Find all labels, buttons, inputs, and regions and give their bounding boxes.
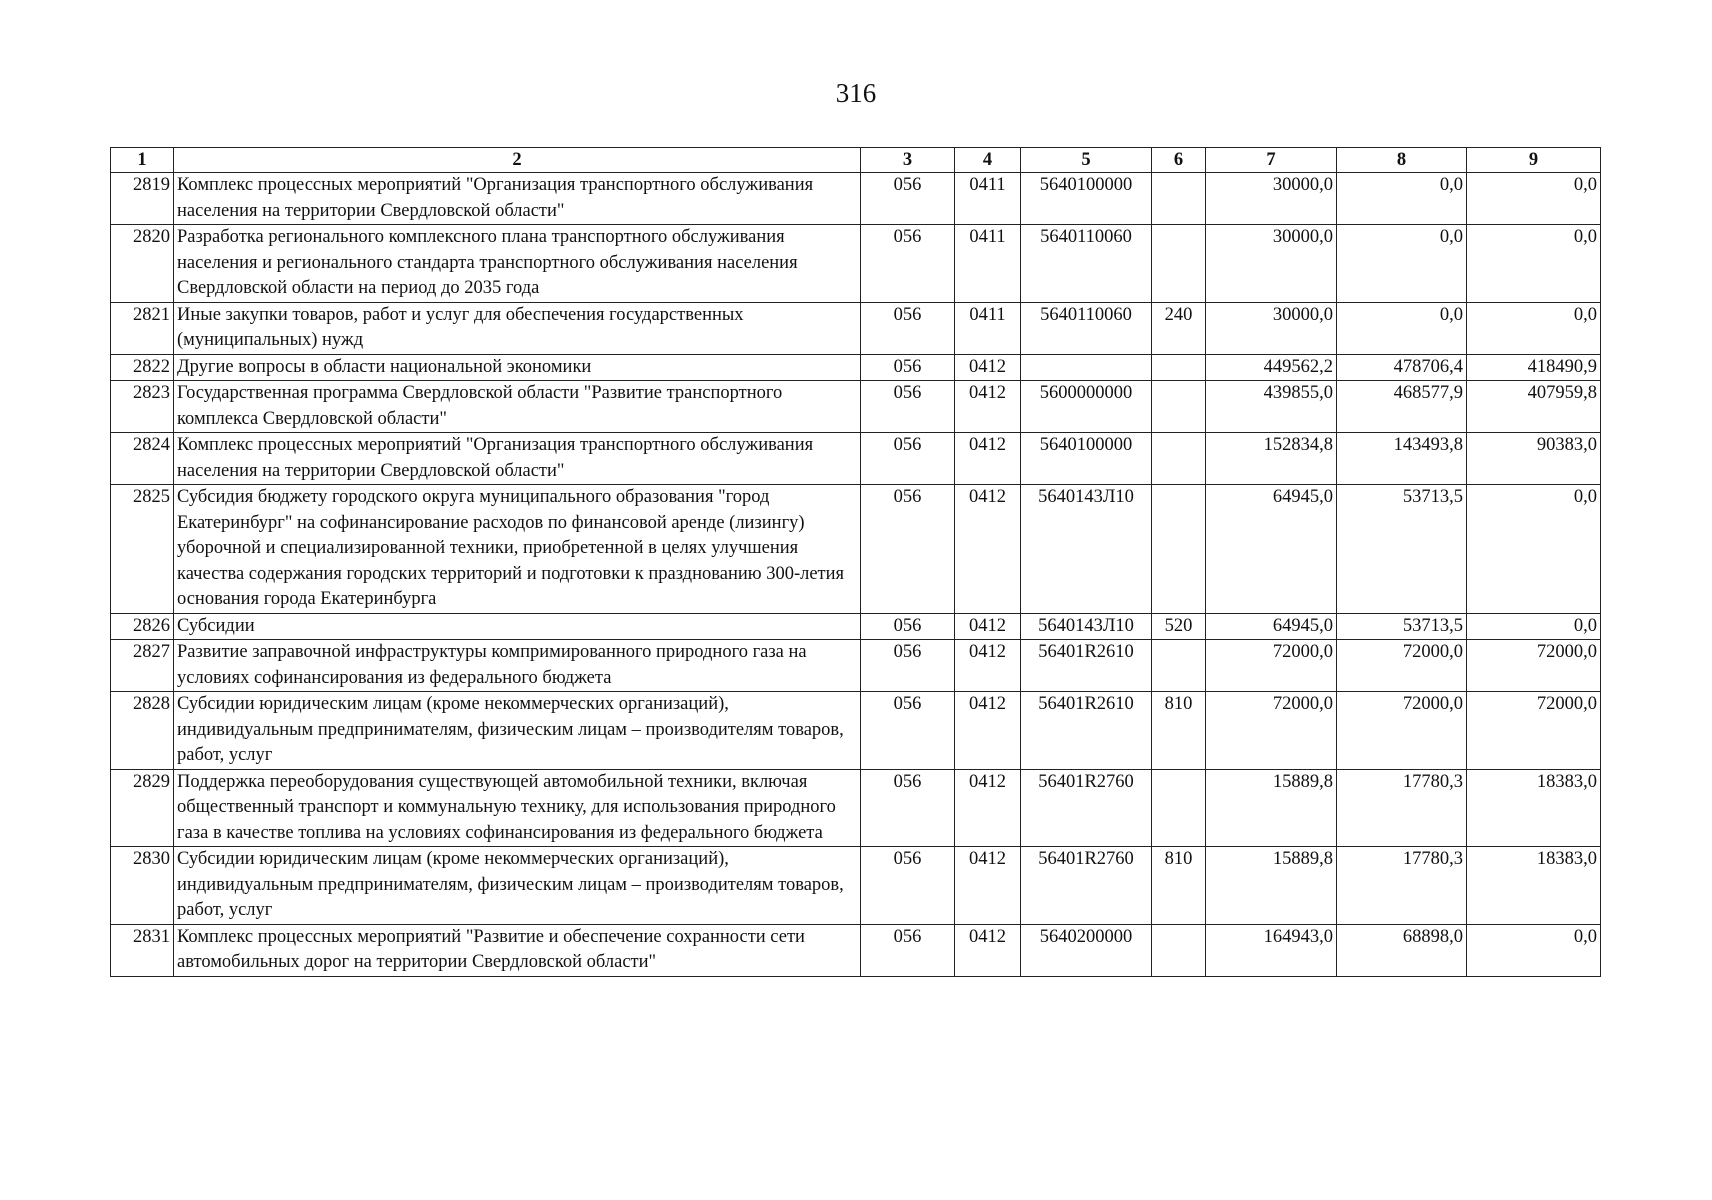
amount-col9-cell: 407959,8 — [1467, 381, 1601, 433]
ministry-code-cell: 056 — [861, 692, 955, 770]
row-number-cell: 2825 — [111, 485, 174, 614]
table-row — [111, 302, 1601, 354]
description-cell: Комплекс процессных мероприятий "Организация транспортного обслуживания населения на территории Свердловской области" — [174, 173, 861, 225]
ministry-code-cell: 056 — [861, 847, 955, 925]
column-header: 3 — [861, 148, 955, 173]
expense-type-cell — [1152, 433, 1206, 485]
row-number-cell: 2822 — [111, 354, 174, 381]
expense-type-cell: 240 — [1152, 302, 1206, 354]
description-cell: Иные закупки товаров, работ и услуг для обеспечения государственных (муниципальных) нужд — [174, 302, 861, 354]
section-code-cell: 0412 — [955, 692, 1021, 770]
amount-col9-cell: 18383,0 — [1467, 769, 1601, 847]
row-number-cell: 2820 — [111, 225, 174, 303]
description-cell: Субсидии юридическим лицам (кроме некоммерческих организаций), индивидуальным предпринимателям, физическим лицам – производителям товаров, работ, услуг — [174, 847, 861, 925]
amount-col7-cell: 439855,0 — [1206, 381, 1337, 433]
amount-col8-cell: 0,0 — [1337, 302, 1467, 354]
ministry-code-cell: 056 — [861, 485, 955, 614]
table-row — [111, 225, 1601, 303]
amount-col8-cell: 0,0 — [1337, 173, 1467, 225]
amount-col7-cell: 72000,0 — [1206, 640, 1337, 692]
page-number: 316 — [835, 78, 877, 108]
row-number-cell: 2819 — [111, 173, 174, 225]
table-row — [111, 433, 1601, 485]
column-header: 6 — [1152, 148, 1206, 173]
amount-col9-cell: 0,0 — [1467, 225, 1601, 303]
row-number-cell: 2828 — [111, 692, 174, 770]
section-code-cell: 0412 — [955, 381, 1021, 433]
column-header: 9 — [1467, 148, 1601, 173]
expense-type-cell — [1152, 354, 1206, 381]
amount-col8-cell: 72000,0 — [1337, 692, 1467, 770]
row-number-cell: 2823 — [111, 381, 174, 433]
amount-col9-cell: 18383,0 — [1467, 847, 1601, 925]
target-article-cell: 5640100000 — [1021, 173, 1152, 225]
amount-col9-cell: 90383,0 — [1467, 433, 1601, 485]
expense-type-cell: 810 — [1152, 847, 1206, 925]
ministry-code-cell: 056 — [861, 613, 955, 640]
column-header: 1 — [111, 148, 174, 173]
target-article-cell: 56401R2610 — [1021, 692, 1152, 770]
expense-type-cell — [1152, 381, 1206, 433]
target-article-cell: 56401R2610 — [1021, 640, 1152, 692]
description-cell: Субсидии юридическим лицам (кроме некоммерческих организаций), индивидуальным предпринимателям, физическим лицам – производителям товаров, работ, услуг — [174, 692, 861, 770]
table-body — [111, 173, 1601, 977]
amount-col8-cell: 72000,0 — [1337, 640, 1467, 692]
amount-col8-cell: 17780,3 — [1337, 847, 1467, 925]
target-article-cell: 5640100000 — [1021, 433, 1152, 485]
amount-col8-cell: 0,0 — [1337, 225, 1467, 303]
expense-type-cell: 810 — [1152, 692, 1206, 770]
table-row — [111, 924, 1601, 976]
amount-col8-cell: 53713,5 — [1337, 485, 1467, 614]
expense-type-cell — [1152, 485, 1206, 614]
target-article-cell: 5640200000 — [1021, 924, 1152, 976]
table-header-row — [111, 148, 1601, 173]
row-number-cell: 2829 — [111, 769, 174, 847]
amount-col7-cell: 30000,0 — [1206, 302, 1337, 354]
section-code-cell: 0412 — [955, 847, 1021, 925]
table-row — [111, 640, 1601, 692]
amount-col7-cell: 64945,0 — [1206, 613, 1337, 640]
column-header: 7 — [1206, 148, 1337, 173]
amount-col9-cell: 0,0 — [1467, 924, 1601, 976]
description-cell: Поддержка переоборудования существующей автомобильной техники, включая общественный транспорт и коммунальную технику, для использования природного газа в качестве топлива на условиях софинансирования из федерального бюджета — [174, 769, 861, 847]
target-article-cell: 5640110060 — [1021, 302, 1152, 354]
row-number-cell: 2821 — [111, 302, 174, 354]
table-row — [111, 485, 1601, 614]
description-cell: Разработка регионального комплексного плана транспортного обслуживания населения и регионального стандарта транспортного обслуживания населения Свердловской области на период до 2035 года — [174, 225, 861, 303]
budget-table — [110, 147, 1601, 977]
row-number-cell: 2824 — [111, 433, 174, 485]
row-number-cell: 2831 — [111, 924, 174, 976]
section-code-cell: 0411 — [955, 225, 1021, 303]
expense-type-cell — [1152, 173, 1206, 225]
table-row — [111, 173, 1601, 225]
expense-type-cell — [1152, 225, 1206, 303]
target-article-cell — [1021, 354, 1152, 381]
column-header: 8 — [1337, 148, 1467, 173]
table-row — [111, 613, 1601, 640]
amount-col7-cell: 72000,0 — [1206, 692, 1337, 770]
amount-col8-cell: 468577,9 — [1337, 381, 1467, 433]
row-number-cell: 2830 — [111, 847, 174, 925]
section-code-cell: 0412 — [955, 485, 1021, 614]
section-code-cell: 0411 — [955, 302, 1021, 354]
amount-col7-cell: 152834,8 — [1206, 433, 1337, 485]
ministry-code-cell: 056 — [861, 302, 955, 354]
description-cell: Субсидии — [174, 613, 861, 640]
ministry-code-cell: 056 — [861, 769, 955, 847]
target-article-cell: 5600000000 — [1021, 381, 1152, 433]
ministry-code-cell: 056 — [861, 640, 955, 692]
target-article-cell: 5640143Л10 — [1021, 613, 1152, 640]
section-code-cell: 0412 — [955, 769, 1021, 847]
row-number-cell: 2826 — [111, 613, 174, 640]
column-header: 2 — [174, 148, 861, 173]
amount-col9-cell: 0,0 — [1467, 485, 1601, 614]
description-cell: Субсидия бюджету городского округа муниципального образования "город Екатеринбург" на софинансирование расходов по финансовой аренде (лизингу) уборочной и специализированной техники, приобретенной в целях улучшения качества содержания городских территорий и подготовки к празднованию 300-летия основания города Екатеринбурга — [174, 485, 861, 614]
amount-col9-cell: 0,0 — [1467, 613, 1601, 640]
amount-col8-cell: 17780,3 — [1337, 769, 1467, 847]
amount-col8-cell: 478706,4 — [1337, 354, 1467, 381]
amount-col8-cell: 143493,8 — [1337, 433, 1467, 485]
ministry-code-cell: 056 — [861, 354, 955, 381]
table-row — [111, 769, 1601, 847]
section-code-cell: 0412 — [955, 433, 1021, 485]
description-cell: Другие вопросы в области национальной экономики — [174, 354, 861, 381]
ministry-code-cell: 056 — [861, 173, 955, 225]
row-number-cell: 2827 — [111, 640, 174, 692]
amount-col7-cell: 15889,8 — [1206, 847, 1337, 925]
section-code-cell: 0412 — [955, 613, 1021, 640]
target-article-cell: 56401R2760 — [1021, 769, 1152, 847]
amount-col7-cell: 15889,8 — [1206, 769, 1337, 847]
amount-col9-cell: 418490,9 — [1467, 354, 1601, 381]
description-cell: Развитие заправочной инфраструктуры компримированного природного газа на условиях софинансирования из федерального бюджета — [174, 640, 861, 692]
amount-col9-cell: 0,0 — [1467, 173, 1601, 225]
column-header: 4 — [955, 148, 1021, 173]
description-cell: Комплекс процессных мероприятий "Развитие и обеспечение сохранности сети автомобильных дорог на территории Свердловской области" — [174, 924, 861, 976]
amount-col7-cell: 30000,0 — [1206, 225, 1337, 303]
expense-type-cell — [1152, 924, 1206, 976]
ministry-code-cell: 056 — [861, 225, 955, 303]
ministry-code-cell: 056 — [861, 433, 955, 485]
section-code-cell: 0412 — [955, 924, 1021, 976]
amount-col7-cell: 164943,0 — [1206, 924, 1337, 976]
table-row — [111, 354, 1601, 381]
target-article-cell: 5640143Л10 — [1021, 485, 1152, 614]
section-code-cell: 0412 — [955, 354, 1021, 381]
amount-col7-cell: 64945,0 — [1206, 485, 1337, 614]
amount-col8-cell: 53713,5 — [1337, 613, 1467, 640]
ministry-code-cell: 056 — [861, 924, 955, 976]
amount-col7-cell: 449562,2 — [1206, 354, 1337, 381]
section-code-cell: 0412 — [955, 640, 1021, 692]
target-article-cell: 5640110060 — [1021, 225, 1152, 303]
expense-type-cell — [1152, 640, 1206, 692]
amount-col9-cell: 0,0 — [1467, 302, 1601, 354]
section-code-cell: 0411 — [955, 173, 1021, 225]
description-cell: Комплекс процессных мероприятий "Организация транспортного обслуживания населения на территории Свердловской области" — [174, 433, 861, 485]
table-row — [111, 692, 1601, 770]
description-cell: Государственная программа Свердловской области "Развитие транспортного комплекса Свердловской области" — [174, 381, 861, 433]
amount-col9-cell: 72000,0 — [1467, 640, 1601, 692]
target-article-cell: 56401R2760 — [1021, 847, 1152, 925]
table-row — [111, 381, 1601, 433]
amount-col8-cell: 68898,0 — [1337, 924, 1467, 976]
expense-type-cell — [1152, 769, 1206, 847]
amount-col7-cell: 30000,0 — [1206, 173, 1337, 225]
expense-type-cell: 520 — [1152, 613, 1206, 640]
table-row — [111, 847, 1601, 925]
amount-col9-cell: 72000,0 — [1467, 692, 1601, 770]
column-header: 5 — [1021, 148, 1152, 173]
ministry-code-cell: 056 — [861, 381, 955, 433]
